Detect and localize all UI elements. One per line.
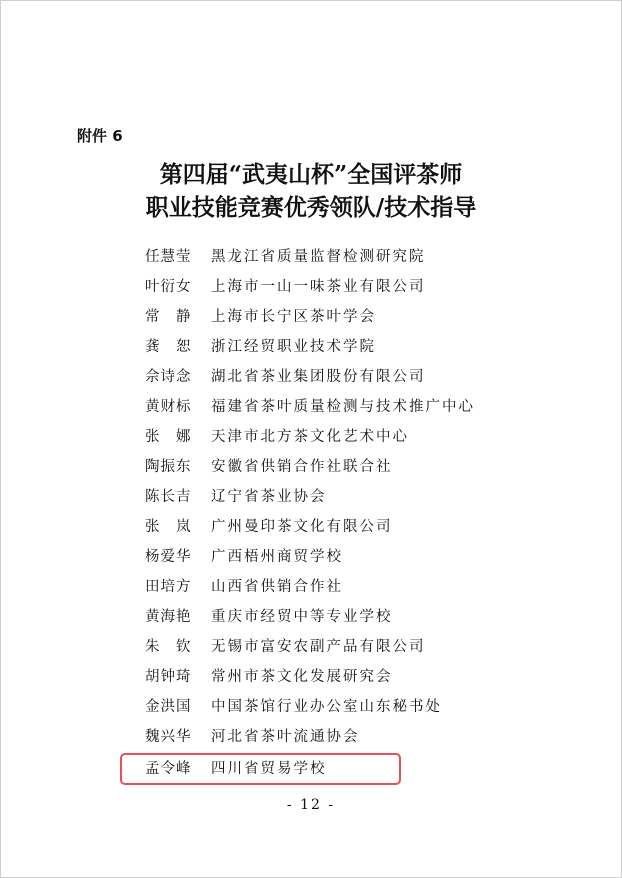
list-item	[145, 544, 343, 570]
person-name: 田培方	[145, 579, 192, 595]
person-name: 常 静	[145, 309, 192, 325]
organization-name: 上海市长宁区茶叶学会	[211, 309, 376, 325]
list-item	[145, 574, 343, 600]
organization-name: 四川省贸易学校	[211, 761, 327, 777]
list-item	[145, 724, 360, 750]
list-item	[145, 664, 393, 690]
person-name: 陈长吉	[145, 489, 192, 505]
organization-name: 山西省供销合作社	[211, 579, 343, 595]
organization-name: 重庆市经贸中等专业学校	[211, 609, 393, 625]
list-item	[145, 454, 393, 480]
list-item	[145, 274, 426, 300]
organization-name: 安徽省供销合作社联合社	[211, 459, 393, 475]
person-name: 朱 钦	[145, 639, 192, 655]
organization-name: 无锡市富安农副产品有限公司	[211, 639, 426, 655]
person-name: 佘诗念	[145, 369, 192, 385]
organization-name: 中国茶馆行业办公室山东秘书处	[211, 699, 442, 715]
organization-name: 辽宁省茶业协会	[211, 489, 327, 505]
person-name: 杨爱华	[145, 549, 192, 565]
organization-name: 河北省茶叶流通协会	[211, 729, 360, 745]
person-name: 张 岚	[145, 519, 192, 535]
list-item	[145, 694, 442, 720]
organization-name: 浙江经贸职业技术学院	[211, 339, 376, 355]
person-name: 叶衍女	[145, 279, 192, 295]
list-item	[145, 244, 426, 270]
person-name: 黄财标	[145, 399, 192, 415]
organization-name: 福建省茶叶质量检测与技术推广中心	[211, 399, 475, 415]
list-item	[145, 514, 393, 540]
organization-name: 天津市北方茶文化艺术中心	[211, 429, 409, 445]
list-item	[145, 304, 376, 330]
page-number: - 12 -	[286, 797, 336, 813]
organization-name: 黑龙江省质量监督检测研究院	[211, 249, 426, 265]
organization-name: 常州市茶文化发展研究会	[211, 669, 393, 685]
person-name: 黄海艳	[145, 609, 192, 625]
person-name: 龚 恕	[145, 339, 192, 355]
person-name: 金洪国	[145, 699, 192, 715]
person-name: 孟令峰	[145, 761, 192, 777]
list-item	[145, 604, 393, 630]
document-title-line-2: 职业技能竞赛优秀领队/技术指导	[145, 194, 477, 221]
organization-name: 广西梧州商贸学校	[211, 549, 343, 565]
highlight-box	[120, 753, 401, 785]
organization-name: 上海市一山一味茶业有限公司	[211, 279, 426, 295]
person-name: 魏兴华	[145, 729, 192, 745]
list-item	[145, 364, 426, 390]
list-item	[145, 634, 426, 660]
person-name: 张 娜	[145, 429, 192, 445]
person-name: 胡钟琦	[145, 669, 192, 685]
person-name: 任慧莹	[145, 249, 192, 265]
document-title-line-1: 第四届“武夷山杯”全国评茶师	[159, 161, 463, 188]
person-name: 陶振东	[145, 459, 192, 475]
list-item	[145, 394, 475, 420]
attachment-label: 附件 6	[77, 127, 123, 145]
list-item	[145, 334, 376, 360]
list-item	[145, 484, 327, 510]
organization-name: 广州曼印茶文化有限公司	[211, 519, 393, 535]
list-item	[145, 424, 409, 450]
organization-name: 湖北省茶业集团股份有限公司	[211, 369, 426, 385]
